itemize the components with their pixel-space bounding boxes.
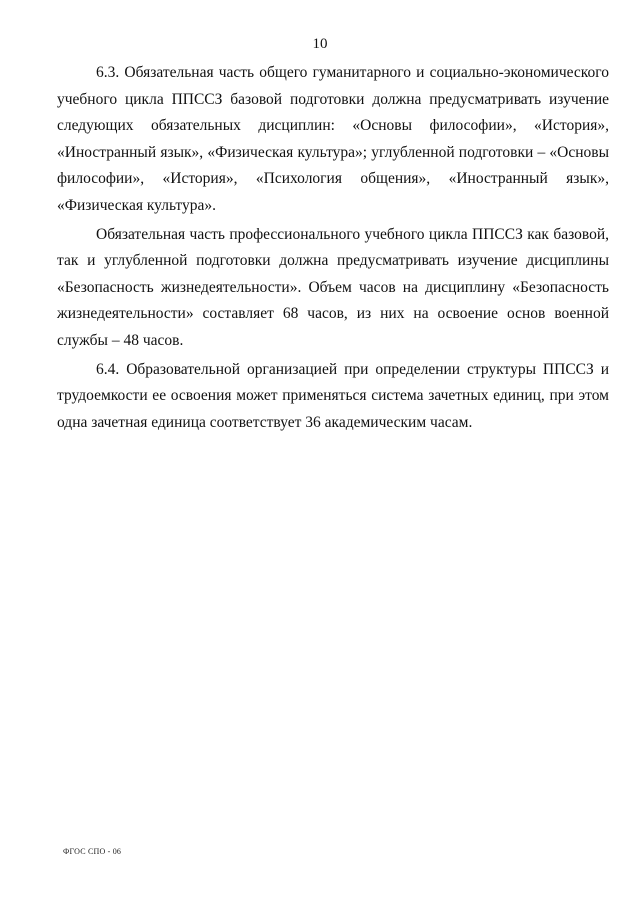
paragraph-6-4: 6.4. Образовательной организацией при определении структуры ППССЗ и трудоемкости ее освоения может применяться система зачетных единиц, при этом одна зачетная единица соответствует 36 академическим часам. [57, 360, 609, 431]
paragraph-6-3: 6.3. Обязательная часть общего гуманитарного и социально-экономического учебного цикла ППССЗ базовой подготовки должна предусматривать изучение следующих обязательных дисциплин: «Основы философии», «История», «Иностранный язык», «Физическая культура»; углубленной подготовки – «Основы философии», «История», «Психология общения», «Иностранный язык», «Физическая культура». [57, 64, 609, 214]
document-body [57, 60, 609, 436]
paragraph-professional-cycle: Обязательная часть профессионального учебного цикла ППССЗ как базовой, так и углубленной подготовки должна предусматривать изучение дисциплины «Безопасность жизнедеятельности». Объем часов на дисциплину «Безопасность жизнедеятельности» составляет 68 часов, из них на освоение основ военной службы – 48 часов. [57, 225, 609, 349]
footer-label: ФГОС СПО - 06 [63, 847, 122, 856]
page-number: 10 [312, 36, 328, 52]
